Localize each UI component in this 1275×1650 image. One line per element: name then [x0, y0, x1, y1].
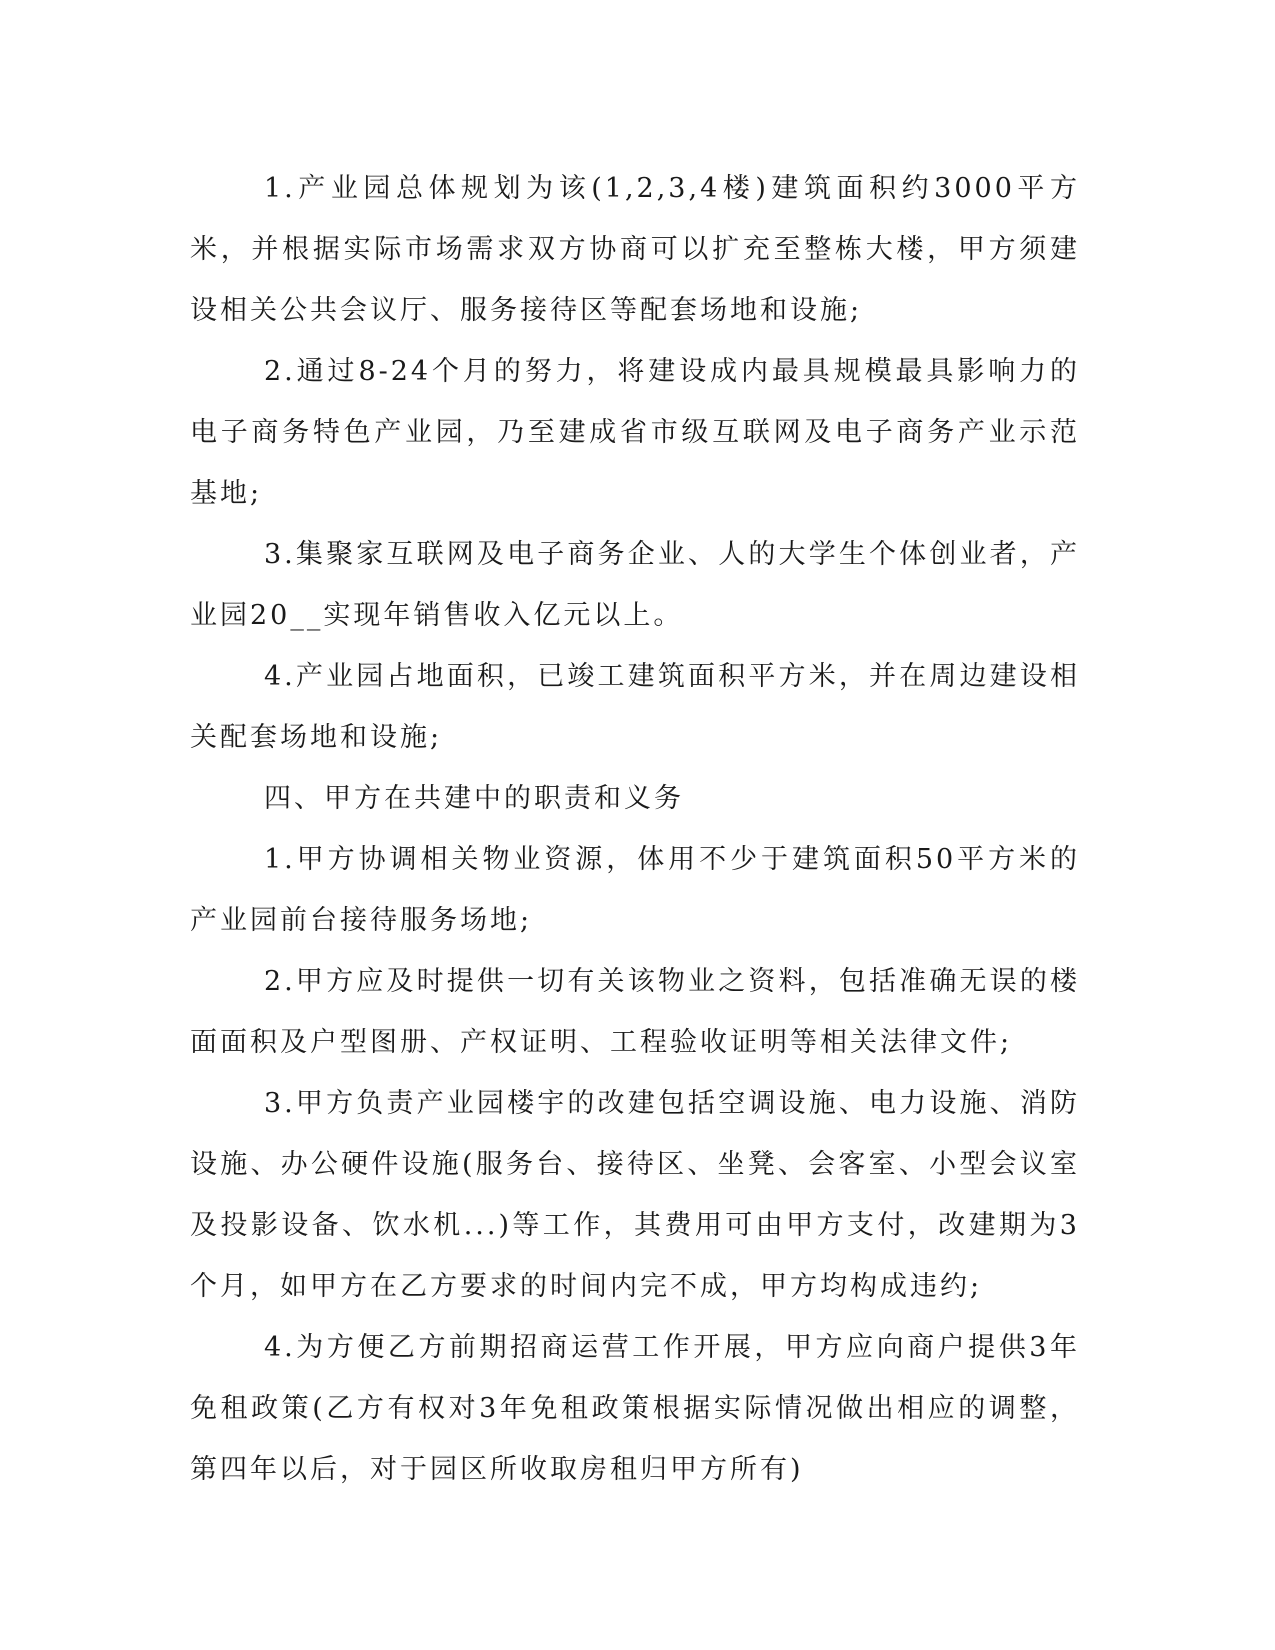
section-heading: 四、甲方在共建中的职责和义务 [264, 783, 684, 814]
document-body [190, 158, 1080, 1500]
paragraph-4: 4.产业园占地面积，已竣工建筑面积平方米，并在周边建设相关配套场地和设施; [190, 661, 1080, 753]
paragraph-2: 2.通过8-24个月的努力，将建设成内最具规模最具影响力的电子商务特色产业园，乃至建成省市级互联网及电子商务产业示范基地; [190, 356, 1080, 509]
paragraph-5: 1.甲方协调相关物业资源，体用不少于建筑面积50平方米的产业园前台接待服务场地; [190, 844, 1080, 936]
paragraph-7: 3.甲方负责产业园楼宇的改建包括空调设施、电力设施、消防设施、办公硬件设施(服务台、接待区、坐凳、会客室、小型会议室及投影设备、饮水机...)等工作，其费用可由甲方支付，改建期为3个月，如甲方在乙方要求的时间内完不成，甲方均构成违约; [190, 1088, 1080, 1302]
paragraph-3: 3.集聚家互联网及电子商务企业、人的大学生个体创业者，产业园20__实现年销售收入亿元以上。 [190, 539, 1080, 631]
paragraph-8: 4.为方便乙方前期招商运营工作开展，甲方应向商户提供3年免租政策(乙方有权对3年免租政策根据实际情况做出相应的调整，第四年以后，对于园区所收取房租归甲方所有) [190, 1332, 1080, 1485]
paragraph-1: 1.产业园总体规划为该(1,2,3,4楼)建筑面积约3000平方米，并根据实际市场需求双方协商可以扩充至整栋大楼，甲方须建设相关公共会议厅、服务接待区等配套场地和设施; [190, 173, 1080, 326]
paragraph-6: 2.甲方应及时提供一切有关该物业之资料，包括准确无误的楼面面积及户型图册、产权证明、工程验收证明等相关法律文件; [190, 966, 1080, 1058]
